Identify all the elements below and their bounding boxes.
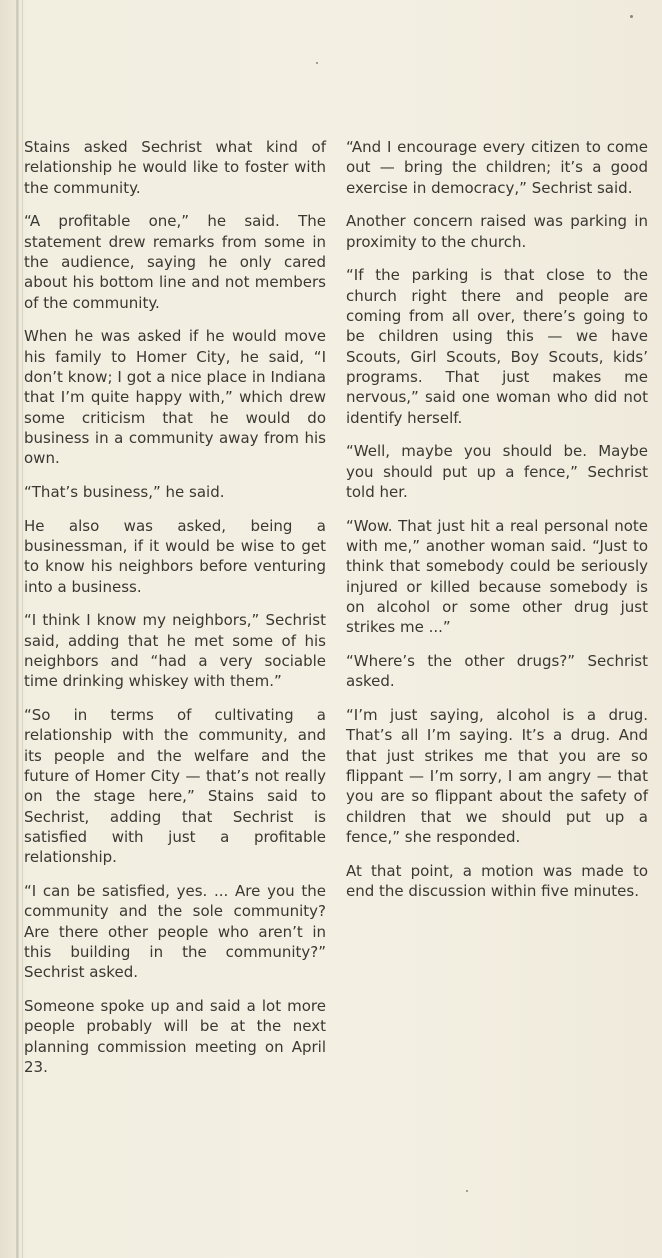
paragraph: “Wow. That just hit a real personal note with me,” another woman said. “Just to think that somebody could be seriously injured or killed because somebody is on alcohol or some other drug just strikes me ...” <box>346 516 648 637</box>
paragraph: “That’s business,” he said. <box>24 482 225 501</box>
paper-speck <box>466 1190 468 1192</box>
paragraph: “Where’s the other drugs?” Sechrist asked. <box>346 652 648 691</box>
paragraph: “I’m just saying, alcohol is a drug. That’s all I’m saying. It’s a drug. And that just strikes me that you are so flippant — I’m sorry, I am angry — that you are so flippant about the safety of children that we should put up a fence,” she responded. <box>346 706 648 846</box>
paper-speck <box>630 15 633 18</box>
paragraph: At that point, a motion was made to end the discussion within five minutes. <box>346 861 648 900</box>
paragraph: “I can be satisfied, yes. ... Are you the community and the sole community? Are there other people who aren’t in this building in the community?” Sechrist asked. <box>24 882 326 982</box>
paragraph: Stains asked Sechrist what kind of relationship he would like to foster with the community. <box>24 138 326 197</box>
paper-fold-line <box>22 0 23 1258</box>
paragraph: When he was asked if he would move his family to Homer City, he said, “I don’t know; I got a nice place in Indiana that I’m quite happy with,” which drew some criticism that he would do business in a community away from his own. <box>24 327 326 468</box>
paragraph: “If the parking is that close to the church right there and people are coming from all over, there’s going to be children using this — we have Scouts, Girl Scouts, Boy Scouts, kids’ programs. That just makes me nervous,” said one woman who did not identify herself. <box>346 266 648 427</box>
paragraph: “A profitable one,” he said. The statement drew remarks from some in the audience, saying he only cared about his bottom line and not members of the community. <box>24 212 326 312</box>
paper-speck <box>316 62 318 64</box>
article-right-column <box>346 137 648 915</box>
article-left-column <box>24 137 326 1091</box>
paragraph: “And I encourage every citizen to come out — bring the children; it’s a good exercise in democracy,” Sechrist said. <box>346 138 648 197</box>
paragraph: “I think I know my neighbors,” Sechrist said, adding that he met some of his neighbors and “had a very sociable time drinking whiskey with them.” <box>24 611 326 691</box>
paragraph: “So in terms of cultivating a relationship with the community, and its people and the welfare and the future of Homer City — that’s not really on the stage here,” Stains said to Sechrist, adding that Sechrist is satisfied with just a profitable relationship. <box>24 706 326 867</box>
paragraph: He also was asked, being a businessman, if it would be wise to get to know his neighbors before venturing into a business. <box>24 516 326 596</box>
paragraph: Another concern raised was parking in proximity to the church. <box>346 212 648 251</box>
paragraph: Someone spoke up and said a lot more people probably will be at the next planning commission meeting on April 23. <box>24 996 326 1076</box>
paper-fold-edge <box>16 0 19 1258</box>
paragraph: “Well, maybe you should be. Maybe you should put up a fence,” Sechrist told her. <box>346 442 648 501</box>
